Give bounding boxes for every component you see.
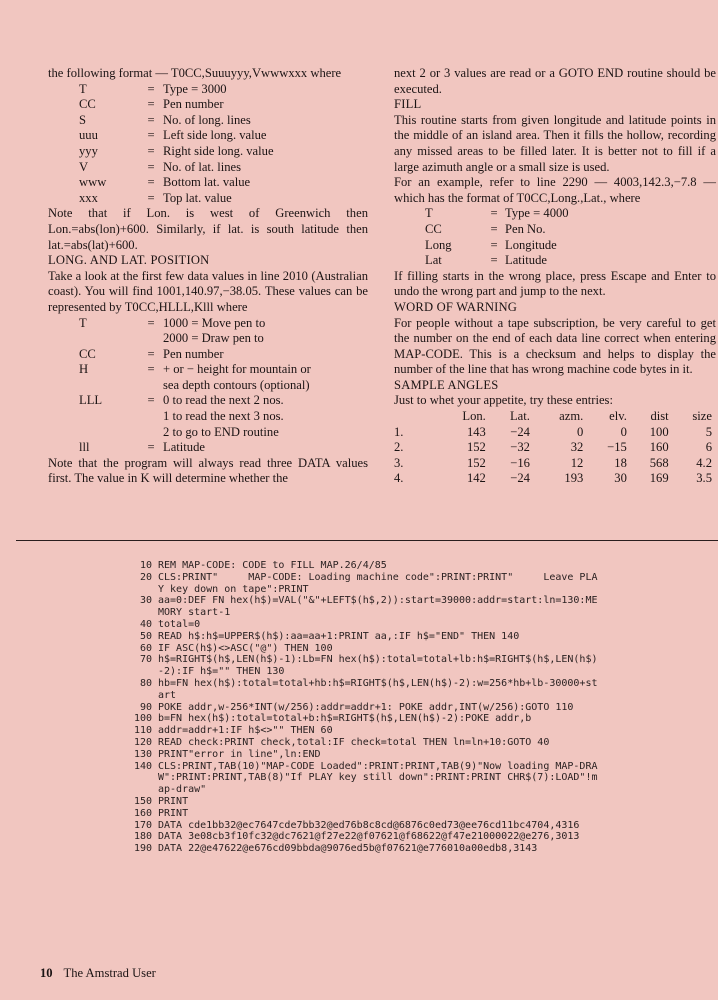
code-line [122, 843, 602, 855]
fill-def-row [394, 206, 569, 222]
position-def-value: 1 to read the next 3 nos. [163, 409, 284, 424]
angles-cell: 568 [649, 455, 669, 470]
angles-cell: 4. [394, 471, 404, 486]
position-def-equals: = [147, 362, 155, 377]
code-line [122, 725, 602, 737]
format-def-key: T [79, 81, 87, 96]
code-line-number: 40 [139, 618, 152, 630]
angles-header-cell: size [692, 409, 712, 424]
code-line-number: 10 [139, 560, 152, 571]
format-def-key: CC [79, 97, 96, 112]
right-column [394, 66, 716, 487]
angles-cell: 0 [620, 424, 627, 439]
position-def-value: Pen number [163, 346, 224, 361]
heading-long-lat-position: LONG. AND LAT. POSITION [48, 253, 210, 268]
code-line-text: IF ASC(h$)<>ASC("@") THEN 100 [158, 642, 333, 654]
format-def-value: Left side long. value [163, 128, 267, 143]
angles-header-cell: dist [650, 409, 669, 424]
code-line [122, 643, 602, 655]
code-line [122, 820, 602, 832]
code-line-text: DATA 3e08cb3f10fc32@dc7621@f27e22@f07621@f68622@f47e21000022@e276,3013 [158, 831, 580, 843]
format-def-key: S [79, 112, 87, 127]
code-line-text: CLS:PRINT" MAP-CODE: Loading machine code":PRINT:PRINT" Leave PLAY key down on tape":PRINT [158, 571, 598, 595]
position-def-key [48, 409, 139, 425]
code-line-number: 50 [139, 630, 152, 642]
position-def-value: 2000 = Draw pen to [163, 331, 264, 346]
heading-fill: FILL [394, 97, 422, 112]
format-def-row [48, 191, 274, 207]
escape-paragraph: If filling starts in the wrong place, press Escape and Enter to undo the wrong part and jump to the next. [394, 268, 716, 299]
format-def-key: yyy [79, 143, 98, 158]
position-def-value: Latitude [163, 440, 205, 455]
angles-cell: 4.2 [696, 455, 712, 470]
position-def-row [48, 331, 311, 347]
code-line-text: READ h$:h$=UPPER$(h$):aa=aa+1:PRINT aa,:IF h$="END" THEN 140 [158, 630, 520, 642]
greenwich-note: Note that if Lon. is west of Greenwich then Lon.=abs(lon)+600. Similarly, if lat. is south latitude then lat.=abs(lat)+600. [48, 206, 368, 252]
example-paragraph: For an example, refer to line 2290 — 4003,142.3,−7.8 — which has the format of T0CC,Long.,Lat., where [394, 175, 716, 205]
basic-program-listing [122, 560, 602, 855]
position-def-equals: = [147, 315, 155, 330]
format-def-equals: = [147, 159, 155, 174]
format-definitions [48, 82, 274, 207]
code-line-number: 70 [139, 654, 152, 666]
code-line [122, 831, 602, 843]
position-def-equals: = [147, 440, 155, 455]
code-line-number: 60 [139, 642, 152, 654]
fill-def-value: Type = 4000 [505, 206, 569, 221]
code-line [122, 595, 602, 619]
code-line-number: 150 [133, 795, 152, 807]
code-line-number: 80 [139, 677, 152, 689]
format-def-row [48, 113, 274, 129]
code-line [122, 572, 602, 596]
code-line [122, 796, 602, 808]
left-column [48, 66, 368, 487]
code-line-text: CLS:PRINT,TAB(10)"MAP-CODE Loaded":PRINT:PRINT,TAB(9)"Now loading MAP-DRAW":PRINT:PRINT,TAB(8)"If PLAY key still down":PRINT:PRINT CHR$(7):LOAD"!map-draw" [158, 760, 598, 796]
code-line-text: DATA cde1bb32@ec7647cde7bb32@ed76b8c8cd@6876c0ed73@ee76cd11bc4704,4316 [158, 819, 580, 831]
section-divider [16, 540, 718, 541]
fill-def-row [394, 253, 569, 269]
code-line-number: 30 [139, 595, 152, 607]
code-line-text: addr=addr+1:IF h$<>"" THEN 60 [158, 725, 333, 737]
code-line-text: b=FN hex(h$):total=total+b:h$=RIGHT$(h$,LEN(h$)-2):POKE addr,b [158, 713, 532, 725]
format-def-equals: = [147, 81, 155, 96]
position-def-row [48, 393, 311, 409]
angles-cell: 18 [614, 455, 627, 470]
code-line-number: 170 [133, 819, 152, 831]
format-def-key: V [79, 159, 89, 174]
code-line-number: 190 [133, 843, 152, 855]
code-line-text: READ check:PRINT check,total:IF check=total THEN ln=ln+10:GOTO 40 [158, 736, 550, 748]
position-def-key: CC [79, 346, 96, 361]
code-line [122, 808, 602, 820]
angles-header-cell: Lat. [509, 409, 530, 424]
angles-row [394, 425, 712, 441]
angles-cell: 193 [564, 471, 584, 486]
angles-cell: 160 [649, 440, 669, 455]
code-line-text: POKE addr,w-256*INT(w/256):addr=addr+1: POKE addr,INT(w/256):GOTO 110 [158, 701, 574, 713]
angles-cell: 143 [466, 424, 486, 439]
code-line [122, 654, 602, 678]
angles-intro: Just to whet your appetite, try these entries: [394, 393, 613, 408]
position-def-value: + or − height for mountain or [163, 362, 311, 377]
format-def-row [48, 144, 274, 160]
angles-cell: −24 [510, 471, 530, 486]
position-def-equals: = [147, 346, 155, 361]
angles-cell: 3. [394, 455, 404, 470]
position-def-row [48, 347, 311, 363]
format-def-row [48, 97, 274, 113]
angles-cell: 152 [466, 455, 486, 470]
position-def-value: sea depth contours (optional) [163, 377, 310, 392]
fill-def-equals: = [490, 237, 498, 252]
angles-cell: 1. [394, 424, 404, 439]
code-line-text: aa=0:DEF FN hex(h$)=VAL("&"+LEFT$(h$,2)):start=39000:addr=start:ln=130:MEMORY start-1 [158, 595, 598, 619]
fill-def-equals: = [490, 221, 498, 236]
position-def-key: LLL [79, 393, 103, 408]
angles-cell: 100 [649, 424, 669, 439]
code-line-number: 130 [133, 748, 152, 760]
code-line-text: total=0 [158, 618, 201, 630]
code-line [122, 631, 602, 643]
position-def-equals [139, 409, 163, 425]
code-line-text: PRINT [158, 807, 189, 819]
heading-sample-angles: SAMPLE ANGLES [394, 377, 499, 392]
page-footer [40, 966, 156, 981]
position-def-value: 2 to go to END routine [163, 424, 279, 439]
data-values-note: Note that the program will always read three DATA values first. The value in K will determine whether the [48, 455, 368, 486]
position-def-key [48, 331, 139, 347]
position-def-key: T [79, 315, 87, 330]
angles-header-cell: elv. [609, 409, 627, 424]
format-def-equals: = [147, 143, 155, 158]
angles-cell: −24 [510, 424, 530, 439]
code-line-number: 180 [133, 831, 152, 843]
position-def-value: 1000 = Move pen to [163, 315, 266, 330]
position-def-key: lll [79, 440, 90, 455]
format-def-value: No. of long. lines [163, 112, 251, 127]
fill-def-value: Latitude [505, 253, 547, 268]
position-def-equals [139, 378, 163, 394]
format-def-value: Pen number [163, 97, 224, 112]
code-line [122, 737, 602, 749]
position-def-value: 0 to read the next 2 nos. [163, 393, 284, 408]
fill-def-row [394, 238, 569, 254]
angles-cell: 12 [570, 455, 584, 470]
fill-def-key: Lat [425, 253, 442, 268]
fill-definitions [394, 206, 569, 268]
warning-paragraph: For people without a tape subscription, be very careful to get the number on the end of each data line correct when entering MAP-CODE. This is a checksum and helps to display the number of the line that has wrong machine code bytes in it. [394, 315, 716, 377]
code-line-number: 120 [133, 736, 152, 748]
code-line-text: PRINT [158, 795, 189, 807]
code-line-number: 100 [133, 713, 152, 725]
angles-cell: 0 [576, 424, 584, 439]
code-line-number: 20 [139, 571, 152, 583]
code-line-text: REM MAP-CODE: CODE to FILL MAP.26/4/85 [158, 560, 387, 571]
position-def-row [48, 316, 311, 332]
code-line-number: 140 [133, 760, 152, 772]
format-def-value: Right side long. value [163, 143, 274, 158]
angles-cell: 169 [649, 471, 669, 486]
fill-paragraph: This routine starts from given longitude and latitude points in the middle of an island area. Then it fills the hollow, recording any missed areas to be filled later. It is better not to fill if a large azimuth angle or a small size is used. [394, 112, 716, 174]
angles-cell: 5 [705, 424, 712, 439]
angles-cell: −15 [607, 440, 627, 455]
position-def-key: H [79, 362, 89, 377]
angles-header-row [394, 409, 712, 425]
code-line [122, 678, 602, 702]
fill-def-key: CC [425, 221, 442, 236]
code-line [122, 702, 602, 714]
position-def-row [48, 409, 311, 425]
code-line-number: 110 [133, 725, 152, 737]
fill-def-row [394, 222, 569, 238]
magazine-title: The Amstrad User [63, 966, 156, 980]
format-def-equals: = [147, 190, 155, 205]
format-def-equals: = [147, 112, 155, 127]
fill-def-equals: = [490, 206, 498, 221]
format-def-equals: = [147, 128, 155, 143]
code-line [122, 713, 602, 725]
angles-cell: 30 [614, 471, 627, 486]
code-line-number: 90 [139, 701, 152, 713]
format-intro: the following format — T0CC,Suuuyyy,Vwwwxxx where [48, 66, 342, 80]
format-def-row [48, 160, 274, 176]
code-line [122, 761, 602, 796]
angles-header-cell [394, 409, 434, 425]
sample-angles-table [394, 409, 712, 487]
angles-header-cell: Lon. [462, 409, 486, 424]
code-line-text: hb=FN hex(h$):total=total+hb:h$=RIGHT$(h$,LEN(h$)-2):w=256*hb+lb-30000+start [158, 677, 598, 701]
angles-cell: 3.5 [696, 471, 712, 486]
code-line [122, 619, 602, 631]
fill-def-value: Longitude [505, 237, 557, 252]
heading-word-of-warning: WORD OF WARNING [394, 299, 518, 314]
code-line [122, 749, 602, 761]
format-def-row [48, 128, 274, 144]
fill-def-key: Long [425, 237, 452, 252]
format-def-value: Type = 3000 [163, 81, 227, 96]
angles-cell: 2. [394, 440, 404, 455]
position-def-key [48, 378, 139, 394]
position-definitions [48, 316, 311, 456]
format-def-value: No. of lat. lines [163, 159, 241, 174]
format-def-value: Bottom lat. value [163, 175, 251, 190]
code-line [122, 560, 602, 572]
angles-row [394, 471, 712, 487]
angles-cell: 6 [705, 440, 712, 455]
continued-paragraph: next 2 or 3 values are read or a GOTO END routine should be executed. [394, 66, 716, 96]
position-def-equals: = [147, 393, 155, 408]
code-line-text: PRINT"error in line",ln:END [158, 748, 321, 760]
format-def-value: Top lat. value [163, 190, 232, 205]
angles-header-cell: azm. [559, 409, 584, 424]
fill-def-value: Pen No. [505, 221, 546, 236]
position-def-equals [139, 331, 163, 347]
code-line-text: h$=RIGHT$(h$,LEN(h$)-1):Lb=FN hex(h$):total=total+lb:h$=RIGHT$(h$,LEN(h$)-2):IF h$="" THEN 130 [158, 654, 598, 678]
angles-cell: 32 [570, 440, 584, 455]
angles-row [394, 440, 712, 456]
format-def-key: uuu [79, 128, 98, 143]
fill-def-key: T [425, 206, 433, 221]
position-def-row [48, 362, 311, 378]
fill-def-equals: = [490, 253, 498, 268]
angles-cell: 152 [466, 440, 486, 455]
format-def-row [48, 82, 274, 98]
page-number: 10 [40, 966, 53, 980]
position-def-row [48, 378, 311, 394]
angles-row [394, 456, 712, 472]
code-line-number: 160 [133, 807, 152, 819]
position-def-row [48, 425, 311, 441]
format-def-row [48, 175, 274, 191]
angles-cell: 142 [466, 471, 486, 486]
position-def-key [48, 425, 139, 441]
format-def-key: www [79, 175, 107, 190]
position-def-row [48, 440, 311, 456]
format-def-equals: = [147, 97, 155, 112]
code-line-text: DATA 22@e47622@e676cd09bbda@9076ed5b@f07621@e776010a00edb8,3143 [158, 843, 538, 855]
format-def-key: xxx [79, 190, 98, 205]
position-paragraph: Take a look at the first few data values in line 2010 (Australian coast). You will find 1001,140.97,−38.05. These values can be represented by T0CC,HLLL,Klll where [48, 268, 368, 314]
format-def-equals: = [147, 175, 155, 190]
angles-cell: −32 [510, 440, 530, 455]
position-def-equals [139, 425, 163, 441]
angles-cell: −16 [510, 455, 530, 470]
